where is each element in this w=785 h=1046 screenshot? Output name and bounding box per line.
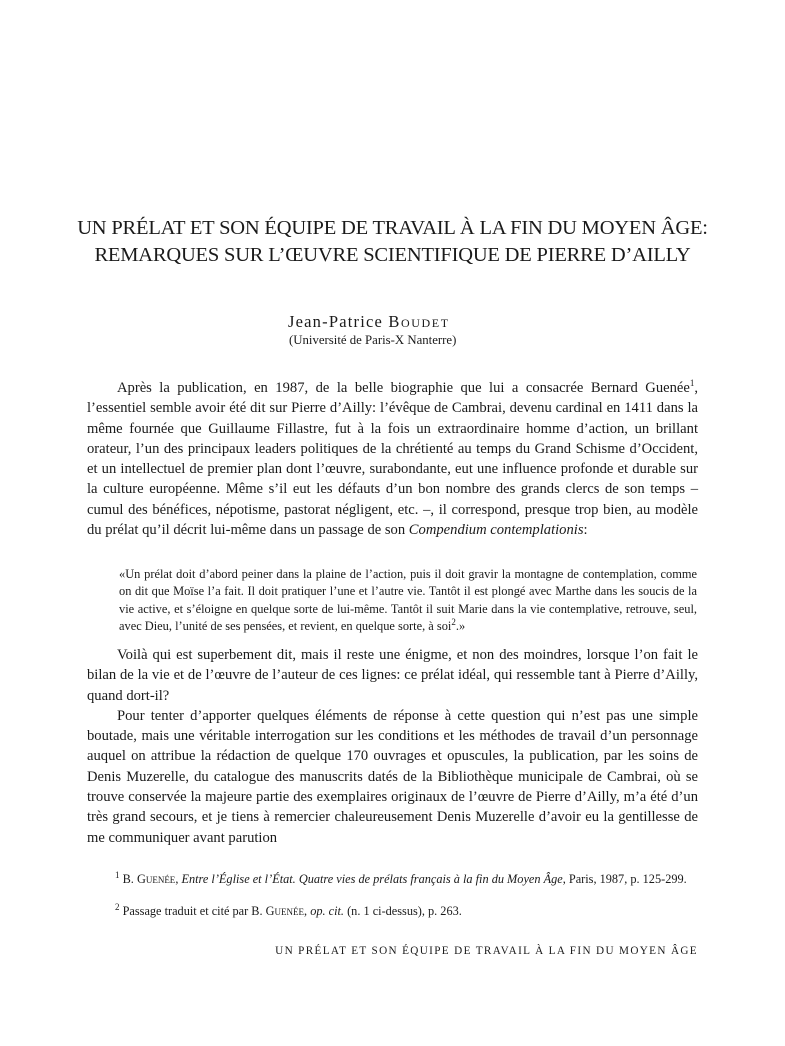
article-title-line-2: REMARQUES SUR L’ŒUVRE SCIENTIFIQUE DE PIERRE D’AILLY xyxy=(94,244,691,266)
footnote-1-title: Entre l’Église et l’État. Quatre vies de prélats français à la fin du Moyen Âge xyxy=(181,872,563,886)
footnote-1-rest: , Paris, 1987, p. 125-299. xyxy=(562,872,687,886)
paragraph-2: Voilà qui est superbement dit, mais il reste une énigme, et non des moindres, lorsque l’on fait le bilan de la vie et de l’œuvre de l’auteur de ces lignes: ce prélat idéal, qui ressemble tant à Pierre d’Ailly, quand dort-il? xyxy=(87,647,698,704)
footnote-1-sep: , xyxy=(175,872,182,886)
footnote-2-sep: , xyxy=(304,904,311,918)
footnote-2-rest: (n. 1 ci-dessus), p. 263. xyxy=(344,904,462,918)
work-title: Compendium contemplationis xyxy=(408,522,584,539)
paragraph-1 xyxy=(87,378,698,540)
paragraph-3: Pour tenter d’apporter quelques éléments de réponse à cette question qui n’est pas une simple boutade, mais une véritable interrogation sur les conditions et les méthodes de travail d’un personnage auquel on attribue la rédaction de quelque 170 ouvrages et opuscules, la publication, par les soins de Denis Muzerelle, du catalogue des manuscrits datés de la Bibliothèque municipale de Cambrai, où se trouve conservée la majeure partie des exemplaires originaux de l’œuvre de Pierre d’Ailly, m’a été d’un très grand secours, et je tiens à remercier chaleureusement Denis Muzerelle d’avoir eu la gentillesse de me communiquer avant parution xyxy=(87,707,698,846)
author-name xyxy=(288,312,450,332)
running-footer: UN PRÉLAT ET SON ÉQUIPE DE TRAVAIL À LA FIN DU MOYEN ÂGE xyxy=(275,945,698,957)
paragraph-1-text-c: : xyxy=(583,522,588,539)
footnote-2 xyxy=(87,901,698,920)
body-continuation xyxy=(87,645,698,848)
footnote-2-text: Passage traduit et cité par B. xyxy=(122,904,266,918)
author-affiliation: (Université de Paris-X Nanterre) xyxy=(289,333,457,347)
footnote-ref-1: 1 xyxy=(689,378,695,389)
author-first-name: Jean-Patrice xyxy=(288,312,384,331)
block-quote xyxy=(119,566,697,635)
quote-close: .» xyxy=(455,618,466,633)
footnote-1 xyxy=(87,869,698,888)
footnote-ref-2: 2 xyxy=(451,616,456,627)
footnote-2-ref: op. cit. xyxy=(310,904,344,918)
footnote-1-author: Guenée xyxy=(136,872,176,886)
paragraph-1-text-a: Après la publication, en 1987, de la belle biographie que lui a consacrée Bernard Guenée xyxy=(117,380,690,396)
footnote-1-initial: B. xyxy=(122,872,137,886)
footnote-2-mark: 2 xyxy=(115,901,120,912)
article-title-line-1: UN PRÉLAT ET SON ÉQUIPE DE TRAVAIL À LA FIN DU MOYEN ÂGE: xyxy=(77,217,708,239)
paragraph-1-text-b: , l’essentiel semble avoir été dit sur Pierre d’Ailly: l’évêque de Cambrai, devenu cardinal en 1411 dans la même fournée que Guillaume Fillastre, fut à la fois un extraordinaire homme d’action, un brillant orateur, l’un des principaux leaders politiques de la chrétienté au temps du Grand Schisme d’Occident, et un intellectuel de premier plan dont l’œuvre, surabondante, eut une influence profonde et durable sur la culture européenne. Même s’il eut les défauts d’un bon nombre des grands clercs de son temps – cumul des bénéfices, népotisme, pastorat négligent, etc. –, il correspond, presque trop bien, au modèle du prélat qu’il décrit lui-même dans un passage de son xyxy=(87,380,698,539)
footnote-2-author: Guenée xyxy=(265,904,305,918)
footnote-1-mark: 1 xyxy=(115,869,120,880)
quote-text: «Un prélat doit d’abord peiner dans la plaine de l’action, puis il doit gravir la montagne de contemplation, comme on dit que Moïse l’a fait. Il doit pratiquer l’une et l’autre vie. Tantôt il est plongé avec Marthe dans les soucis de la vie active, et s’éloigne en quelque sorte de lui-même. Tantôt il suit Marie dans la vie contemplative, retrouve, seul, avec Dieu, l’unité de ses pensées, et revient, en quelque sorte, à soi xyxy=(119,567,697,633)
author-last-name: Boudet xyxy=(388,312,450,331)
